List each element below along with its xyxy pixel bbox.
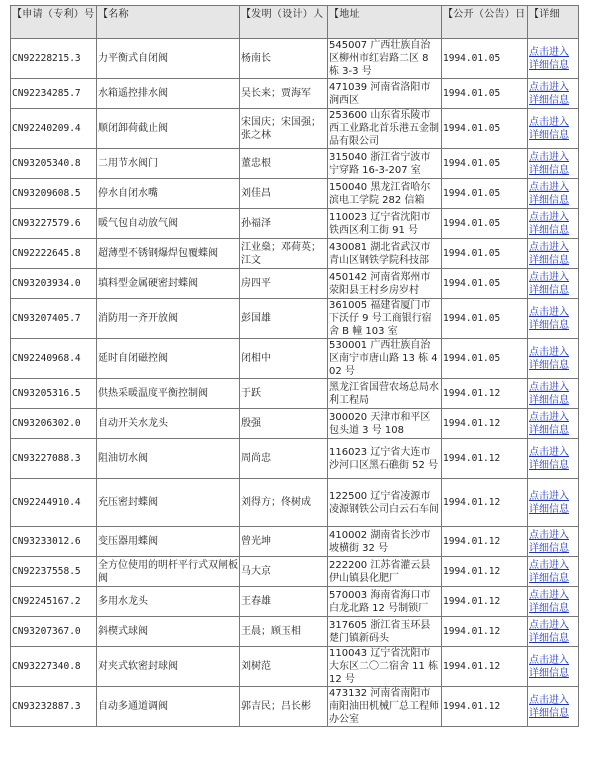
patent-name-cell: 自动开关水龙头 bbox=[97, 409, 240, 439]
patent-name-cell: 暖气包自动放气阀 bbox=[97, 209, 240, 239]
details-link-line-1: 点击进入 bbox=[529, 381, 569, 393]
details-link[interactable] bbox=[529, 490, 577, 516]
address-cell: 黑龙江省国营农场总局水利工程局 bbox=[328, 379, 442, 409]
details-link-line-2: 详细信息 bbox=[529, 254, 569, 266]
details-link-line-2: 详细信息 bbox=[529, 194, 569, 206]
details-link[interactable] bbox=[529, 381, 577, 407]
details-link-line-1: 点击进入 bbox=[529, 446, 569, 458]
details-link[interactable] bbox=[529, 559, 577, 585]
application-number-cell: CN93203934.0 bbox=[11, 269, 97, 299]
publication-date-cell: 1994.01.05 bbox=[442, 339, 528, 379]
publication-date-cell: 1994.01.05 bbox=[442, 109, 528, 149]
details-cell bbox=[528, 687, 579, 727]
application-number-cell: CN92244910.4 bbox=[11, 479, 97, 527]
inventor-cell: 彭国雄 bbox=[240, 299, 328, 339]
details-link[interactable] bbox=[529, 241, 577, 267]
details-cell bbox=[528, 269, 579, 299]
address-cell: 116023 辽宁省大连市沙河口区黑石礁街 52 号 bbox=[328, 439, 442, 479]
details-link-line-2: 详细信息 bbox=[529, 459, 569, 471]
details-cell bbox=[528, 479, 579, 527]
details-link[interactable] bbox=[529, 654, 577, 680]
address-cell: 300020 天津市和平区包头道 3 号 108 bbox=[328, 409, 442, 439]
details-cell bbox=[528, 379, 579, 409]
details-link-line-2: 详细信息 bbox=[529, 94, 569, 106]
application-number-cell: CN93205316.5 bbox=[11, 379, 97, 409]
table-row bbox=[11, 149, 579, 179]
details-cell bbox=[528, 409, 579, 439]
application-number-cell: CN92245167.2 bbox=[11, 587, 97, 617]
details-cell bbox=[528, 179, 579, 209]
application-number-cell: CN93232887.3 bbox=[11, 687, 97, 727]
details-cell bbox=[528, 647, 579, 687]
table-row bbox=[11, 409, 579, 439]
publication-date-cell: 1994.01.05 bbox=[442, 239, 528, 269]
publication-date-cell: 1994.01.12 bbox=[442, 617, 528, 647]
application-number-cell: CN93227088.3 bbox=[11, 439, 97, 479]
publication-date-cell: 1994.01.12 bbox=[442, 587, 528, 617]
table-row bbox=[11, 209, 579, 239]
address-cell: 317605 浙江省玉环县楚门镇新码头 bbox=[328, 617, 442, 647]
publication-date-cell: 1994.01.12 bbox=[442, 479, 528, 527]
details-cell bbox=[528, 557, 579, 587]
address-cell: 570003 海南省海口市白龙北路 12 号制锁厂 bbox=[328, 587, 442, 617]
table-row bbox=[11, 299, 579, 339]
table-row bbox=[11, 527, 579, 557]
details-link-line-1: 点击进入 bbox=[529, 81, 569, 93]
table-header-row bbox=[11, 6, 579, 39]
inventor-cell: 闭相中 bbox=[240, 339, 328, 379]
inventor-cell: 吴长来；贾海军 bbox=[240, 79, 328, 109]
details-link-line-1: 点击进入 bbox=[529, 306, 569, 318]
address-cell: 473132 河南省南阳市南阳油田机械厂总工程师办公室 bbox=[328, 687, 442, 727]
inventor-cell: 曾光坤 bbox=[240, 527, 328, 557]
details-link-line-2: 详细信息 bbox=[529, 542, 569, 554]
publication-date-cell: 1994.01.05 bbox=[442, 149, 528, 179]
application-number-cell: CN93209608.5 bbox=[11, 179, 97, 209]
details-cell bbox=[528, 239, 579, 269]
details-link-line-1: 点击进入 bbox=[529, 346, 569, 358]
details-cell bbox=[528, 617, 579, 647]
details-link-line-2: 详细信息 bbox=[529, 129, 569, 141]
publication-date-cell: 1994.01.05 bbox=[442, 79, 528, 109]
patent-name-cell: 全方位使用的明杆平行式双闸板阀 bbox=[97, 557, 240, 587]
details-link-line-1: 点击进入 bbox=[529, 694, 569, 706]
publication-date-cell: 1994.01.12 bbox=[442, 527, 528, 557]
application-number-cell: CN92234285.7 bbox=[11, 79, 97, 109]
table-row bbox=[11, 587, 579, 617]
inventor-cell: 孙福泽 bbox=[240, 209, 328, 239]
publication-date-cell: 1994.01.12 bbox=[442, 687, 528, 727]
patent-name-cell: 二用节水阀门 bbox=[97, 149, 240, 179]
details-link[interactable] bbox=[529, 211, 577, 237]
table-row bbox=[11, 269, 579, 299]
inventor-cell: 于跃 bbox=[240, 379, 328, 409]
patent-name-cell: 力平衡式自闭阀 bbox=[97, 39, 240, 79]
address-cell: 110023 辽宁省沈阳市铁西区利工街 91 号 bbox=[328, 209, 442, 239]
inventor-cell: 马大京 bbox=[240, 557, 328, 587]
patent-name-cell: 充压密封蝶阀 bbox=[97, 479, 240, 527]
table-row bbox=[11, 109, 579, 149]
patent-name-cell: 填料型金属硬密封蝶阀 bbox=[97, 269, 240, 299]
header-publication-date: 【公开（公告）日 bbox=[442, 6, 528, 39]
application-number-cell: CN92222645.8 bbox=[11, 239, 97, 269]
patent-name-cell: 自动多通道调阀 bbox=[97, 687, 240, 727]
inventor-cell: 王晨；顾玉相 bbox=[240, 617, 328, 647]
publication-date-cell: 1994.01.12 bbox=[442, 439, 528, 479]
details-link[interactable] bbox=[529, 346, 577, 372]
application-number-cell: CN93205340.8 bbox=[11, 149, 97, 179]
details-link-line-2: 详细信息 bbox=[529, 667, 569, 679]
details-link-line-1: 点击进入 bbox=[529, 241, 569, 253]
publication-date-cell: 1994.01.05 bbox=[442, 269, 528, 299]
details-link-line-2: 详细信息 bbox=[529, 707, 569, 719]
details-cell bbox=[528, 209, 579, 239]
details-link-line-1: 点击进入 bbox=[529, 619, 569, 631]
details-link-line-1: 点击进入 bbox=[529, 529, 569, 541]
patent-name-cell: 多用水龙头 bbox=[97, 587, 240, 617]
details-link-line-2: 详细信息 bbox=[529, 572, 569, 584]
details-cell bbox=[528, 79, 579, 109]
address-cell: 530001 广西壮族自治区南宁市唐山路 13 栋 402 号 bbox=[328, 339, 442, 379]
details-cell bbox=[528, 299, 579, 339]
inventor-cell: 王春雄 bbox=[240, 587, 328, 617]
patent-name-cell: 斜楔式球阀 bbox=[97, 617, 240, 647]
details-link-line-1: 点击进入 bbox=[529, 411, 569, 423]
address-cell: 150040 黑龙江省哈尔滨电工学院 282 信箱 bbox=[328, 179, 442, 209]
details-link[interactable] bbox=[529, 306, 577, 332]
inventor-cell: 刘得方；佟树成 bbox=[240, 479, 328, 527]
inventor-cell: 董忠根 bbox=[240, 149, 328, 179]
publication-date-cell: 1994.01.12 bbox=[442, 557, 528, 587]
header-inventor: 【发明（设计）人 bbox=[240, 6, 328, 39]
application-number-cell: CN92240209.4 bbox=[11, 109, 97, 149]
details-link-line-1: 点击进入 bbox=[529, 589, 569, 601]
application-number-cell: CN93233012.6 bbox=[11, 527, 97, 557]
table-row bbox=[11, 339, 579, 379]
details-link-line-1: 点击进入 bbox=[529, 181, 569, 193]
application-number-cell: CN92240968.4 bbox=[11, 339, 97, 379]
inventor-cell: 杨南长 bbox=[240, 39, 328, 79]
address-cell: 410002 湖南省长沙市坡横街 32 号 bbox=[328, 527, 442, 557]
details-link[interactable] bbox=[529, 411, 577, 437]
details-link-line-2: 详细信息 bbox=[529, 602, 569, 614]
details-link-line-2: 详细信息 bbox=[529, 224, 569, 236]
inventor-cell: 郭吉民；吕长彬 bbox=[240, 687, 328, 727]
address-cell: 361005 福建省厦门市下沃仔 9 号工商银行宿舍 B 幢 103 室 bbox=[328, 299, 442, 339]
header-application-number: 【申请（专利）号 bbox=[11, 6, 97, 39]
table-row bbox=[11, 79, 579, 109]
details-link[interactable] bbox=[529, 694, 577, 720]
application-number-cell: CN92237558.5 bbox=[11, 557, 97, 587]
details-link-line-2: 详细信息 bbox=[529, 164, 569, 176]
patent-name-cell: 延时自闭磁控阀 bbox=[97, 339, 240, 379]
inventor-cell: 周尚忠 bbox=[240, 439, 328, 479]
address-cell: 253600 山东省乐陵市西工业路北首乐港五金制品有限公司 bbox=[328, 109, 442, 149]
address-cell: 545007 广西壮族自治区柳州市红岩路二区 8 栋 3-3 号 bbox=[328, 39, 442, 79]
patent-table bbox=[10, 5, 579, 727]
details-cell bbox=[528, 439, 579, 479]
table-row bbox=[11, 557, 579, 587]
details-cell bbox=[528, 149, 579, 179]
inventor-cell: 刘佳昌 bbox=[240, 179, 328, 209]
patent-name-cell: 变压器用蝶阀 bbox=[97, 527, 240, 557]
patent-name-cell: 水箱遥控排水阀 bbox=[97, 79, 240, 109]
table-row bbox=[11, 479, 579, 527]
details-link[interactable] bbox=[529, 151, 577, 177]
patent-name-cell: 供热采暖温度平衡控制阀 bbox=[97, 379, 240, 409]
application-number-cell: CN92228215.3 bbox=[11, 39, 97, 79]
details-link-line-2: 详细信息 bbox=[529, 394, 569, 406]
patent-name-cell: 停水自闭水嘴 bbox=[97, 179, 240, 209]
details-link-line-1: 点击进入 bbox=[529, 654, 569, 666]
publication-date-cell: 1994.01.05 bbox=[442, 299, 528, 339]
address-cell: 315040 浙江省宁波市宁穿路 16-3-207 室 bbox=[328, 149, 442, 179]
patent-name-cell: 阻油切水阀 bbox=[97, 439, 240, 479]
address-cell: 110043 辽宁省沈阳市大东区二〇二宿舍 11 栋 12 号 bbox=[328, 647, 442, 687]
table-row bbox=[11, 647, 579, 687]
details-link-line-2: 详细信息 bbox=[529, 424, 569, 436]
details-link[interactable] bbox=[529, 181, 577, 207]
table-row bbox=[11, 179, 579, 209]
publication-date-cell: 1994.01.05 bbox=[442, 209, 528, 239]
address-cell: 471039 河南省洛阳市涧西区 bbox=[328, 79, 442, 109]
table-row bbox=[11, 239, 579, 269]
publication-date-cell: 1994.01.05 bbox=[442, 39, 528, 79]
inventor-cell: 刘树范 bbox=[240, 647, 328, 687]
details-cell bbox=[528, 109, 579, 149]
details-link[interactable] bbox=[529, 619, 577, 645]
details-link[interactable] bbox=[529, 529, 577, 555]
table-row bbox=[11, 39, 579, 79]
details-link-line-1: 点击进入 bbox=[529, 271, 569, 283]
publication-date-cell: 1994.01.12 bbox=[442, 409, 528, 439]
patent-name-cell: 超薄型不锈钢爆焊包覆蝶阀 bbox=[97, 239, 240, 269]
details-link[interactable] bbox=[529, 46, 577, 72]
application-number-cell: CN93227579.6 bbox=[11, 209, 97, 239]
details-link-line-1: 点击进入 bbox=[529, 490, 569, 502]
header-name: 【名称 bbox=[97, 6, 240, 39]
details-link[interactable] bbox=[529, 589, 577, 615]
inventor-cell: 殷强 bbox=[240, 409, 328, 439]
application-number-cell: CN93227340.8 bbox=[11, 647, 97, 687]
application-number-cell: CN93207367.0 bbox=[11, 617, 97, 647]
publication-date-cell: 1994.01.12 bbox=[442, 379, 528, 409]
address-cell: 430081 湖北省武汉市青山区钢铁学院科技部 bbox=[328, 239, 442, 269]
address-cell: 450142 河南省郑州市荥阳县王村乡房岁村 bbox=[328, 269, 442, 299]
details-cell bbox=[528, 39, 579, 79]
details-link[interactable] bbox=[529, 81, 577, 107]
address-cell: 122500 辽宁省凌源市凌源钢铁公司白云石车间 bbox=[328, 479, 442, 527]
address-cell: 222200 江苏省灌云县伊山镇县化肥厂 bbox=[328, 557, 442, 587]
details-link-line-1: 点击进入 bbox=[529, 46, 569, 58]
patent-name-cell: 顺闭卸荷截止阀 bbox=[97, 109, 240, 149]
inventor-cell: 房四平 bbox=[240, 269, 328, 299]
details-cell bbox=[528, 527, 579, 557]
application-number-cell: CN93207405.7 bbox=[11, 299, 97, 339]
publication-date-cell: 1994.01.05 bbox=[442, 179, 528, 209]
patent-name-cell: 消防用一齐开放阀 bbox=[97, 299, 240, 339]
details-link[interactable] bbox=[529, 271, 577, 297]
table-row bbox=[11, 687, 579, 727]
details-link-line-2: 详细信息 bbox=[529, 59, 569, 71]
details-link-line-1: 点击进入 bbox=[529, 559, 569, 571]
details-link-line-1: 点击进入 bbox=[529, 116, 569, 128]
table-row bbox=[11, 379, 579, 409]
header-address: 【地址 bbox=[328, 6, 442, 39]
details-cell bbox=[528, 587, 579, 617]
details-link-line-1: 点击进入 bbox=[529, 211, 569, 223]
details-link-line-2: 详细信息 bbox=[529, 319, 569, 331]
inventor-cell: 江业燊；邓荷英；江文 bbox=[240, 239, 328, 269]
patent-name-cell: 对夹式软密封球阀 bbox=[97, 647, 240, 687]
table-row bbox=[11, 439, 579, 479]
header-details: 【详细 bbox=[528, 6, 579, 39]
details-link[interactable] bbox=[529, 116, 577, 142]
details-link-line-2: 详细信息 bbox=[529, 284, 569, 296]
details-cell bbox=[528, 339, 579, 379]
details-link-line-2: 详细信息 bbox=[529, 359, 569, 371]
details-link-line-2: 详细信息 bbox=[529, 503, 569, 515]
inventor-cell: 宋国庆；宋国强；张之林 bbox=[240, 109, 328, 149]
details-link-line-2: 详细信息 bbox=[529, 632, 569, 644]
details-link[interactable] bbox=[529, 446, 577, 472]
details-link-line-1: 点击进入 bbox=[529, 151, 569, 163]
table-row bbox=[11, 617, 579, 647]
application-number-cell: CN93206302.0 bbox=[11, 409, 97, 439]
publication-date-cell: 1994.01.12 bbox=[442, 647, 528, 687]
